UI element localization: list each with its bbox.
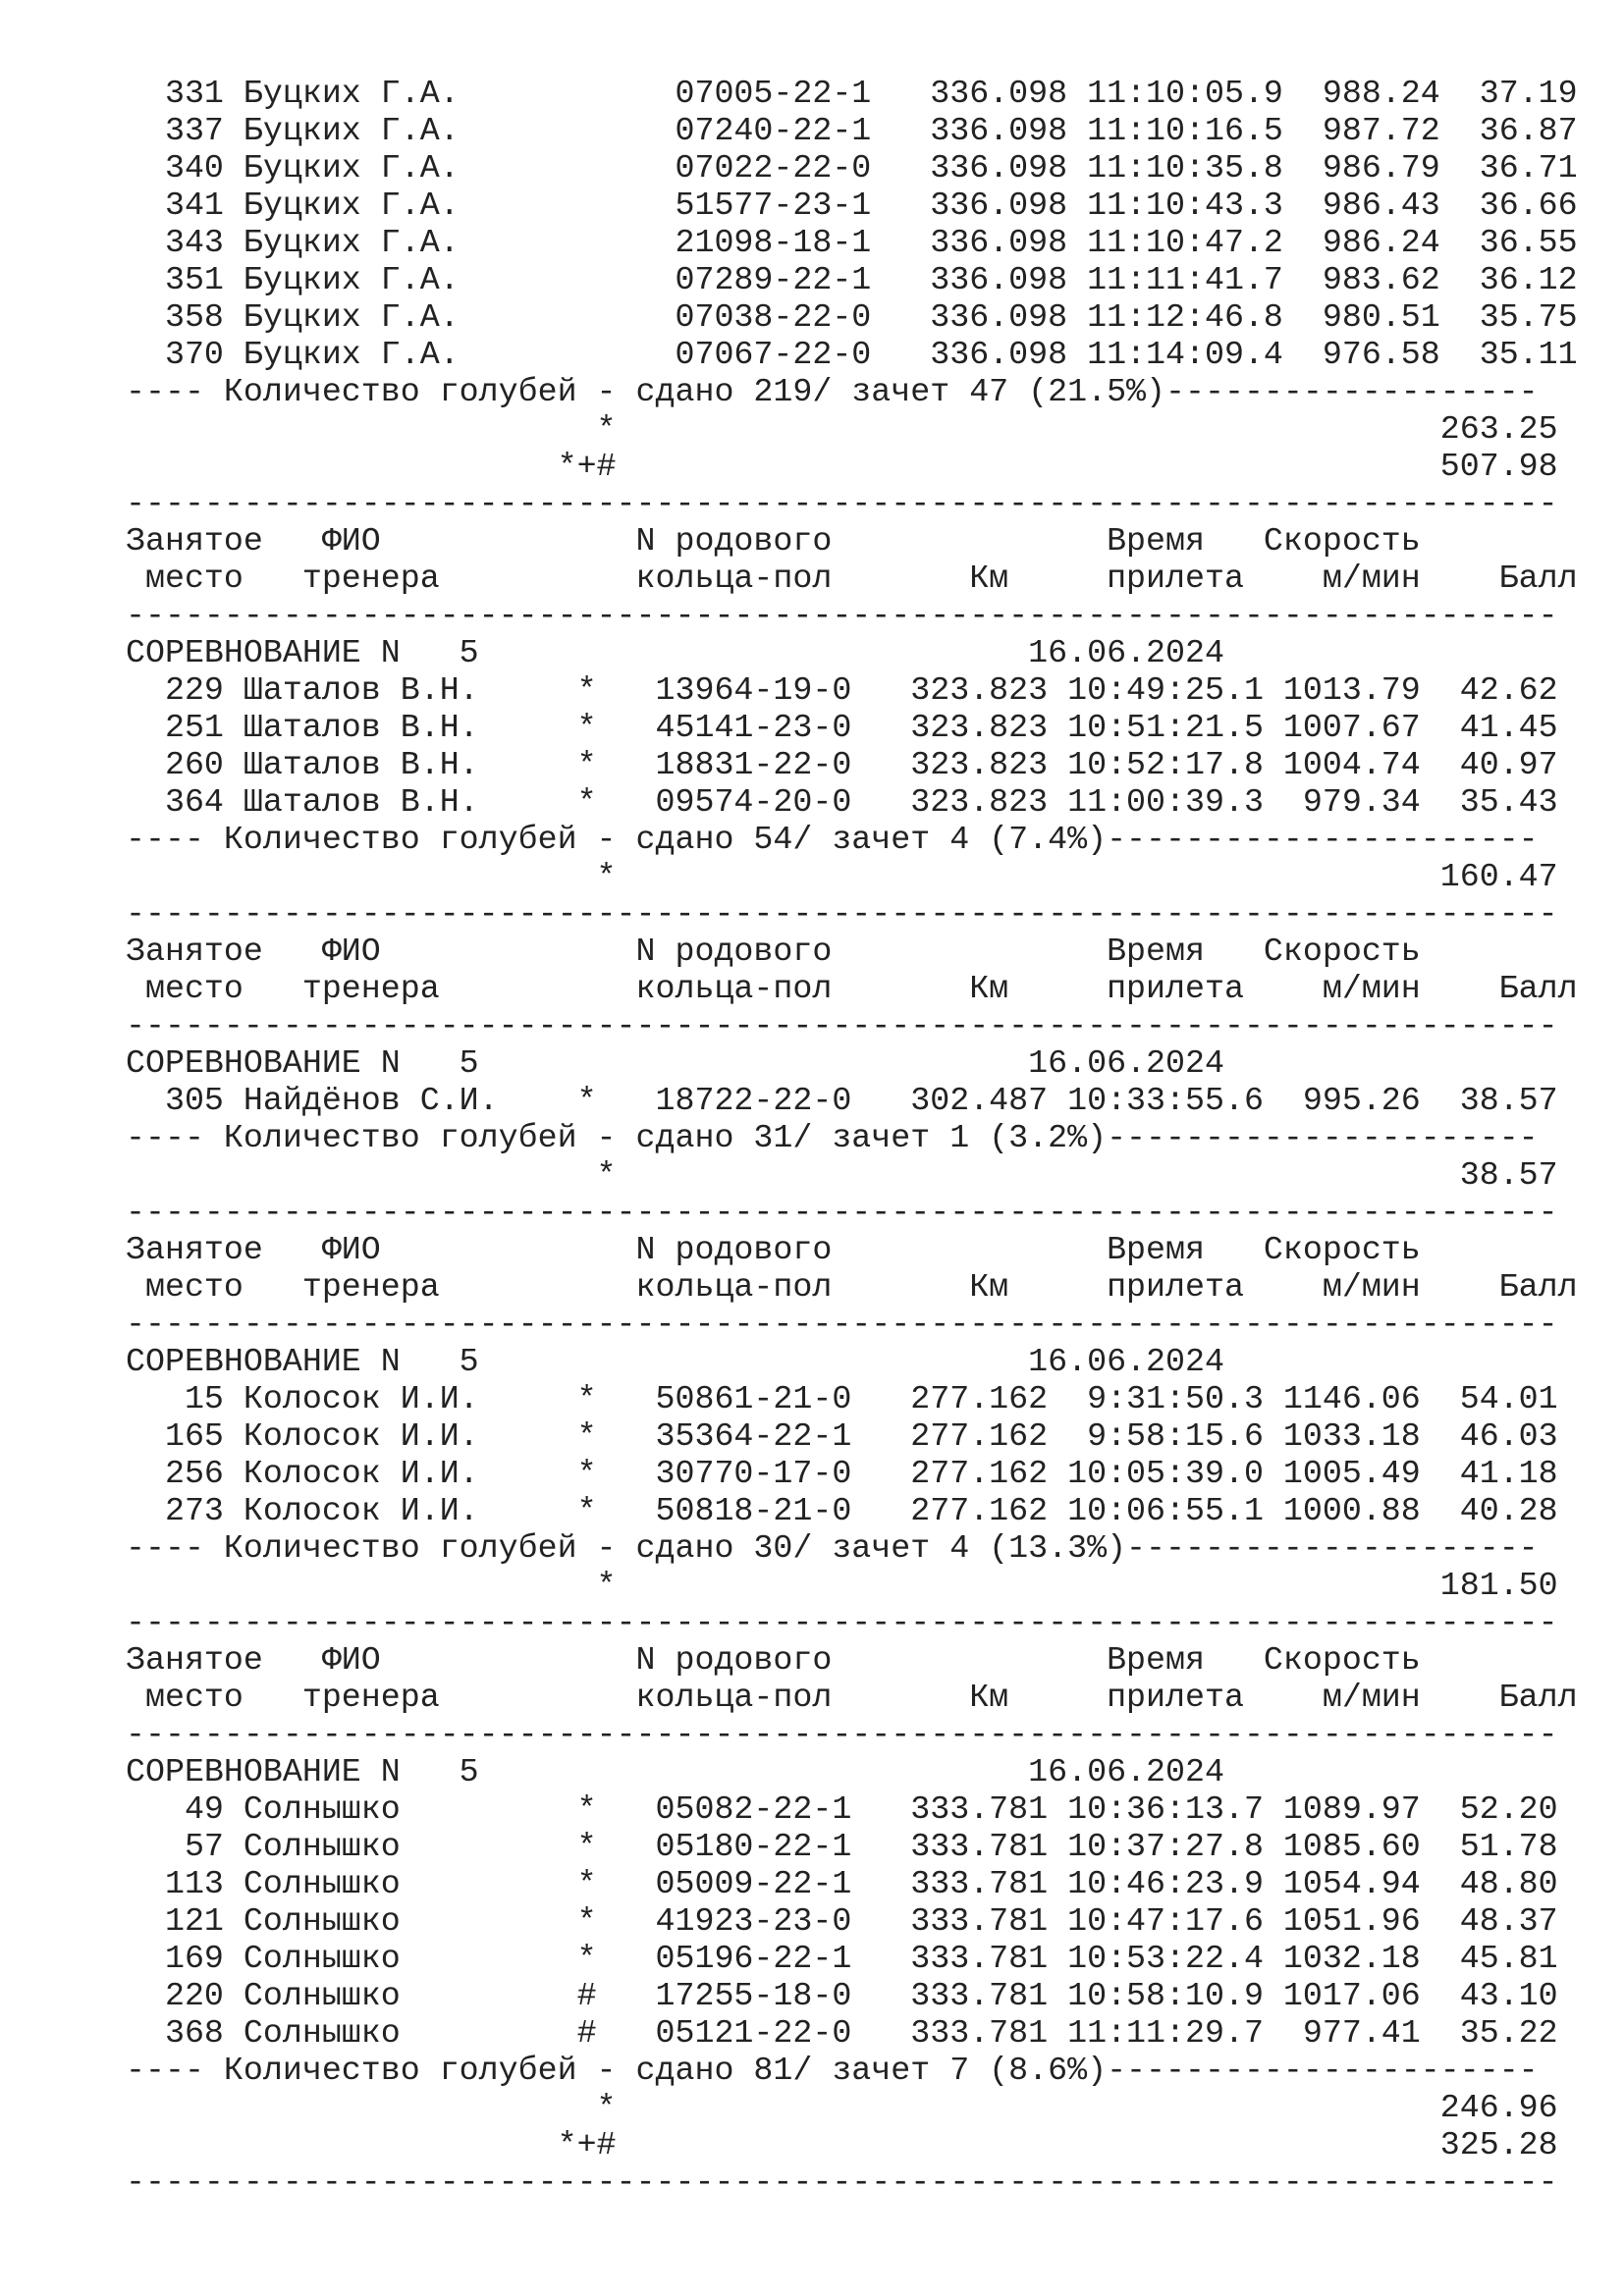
column-header-line: место тренера кольца-пол Км прилета м/мин Балл bbox=[126, 970, 1578, 1007]
result-row: 251 Шаталов В.Н. * 45141-23-0 323.823 10:51:21.5 1007.67 41.45 bbox=[126, 709, 1558, 746]
result-row: 370 Буцких Г.А. 07067-22-0 336.098 11:14:09.4 976.58 35.11 bbox=[126, 336, 1578, 373]
separator-rule: ------------------------------------------------------------------------- bbox=[126, 1194, 1558, 1231]
result-row: 57 Солнышко * 05180-22-1 333.781 10:37:27.8 1085.60 51.78 bbox=[126, 1828, 1558, 1865]
competition-heading: СОРЕВНОВАНИЕ N 5 16.06.2024 bbox=[126, 1753, 1224, 1790]
result-row: 260 Шаталов В.Н. * 18831-22-0 323.823 10:52:17.8 1004.74 40.97 bbox=[126, 746, 1558, 783]
group-total-line: * 181.50 bbox=[126, 1567, 1558, 1604]
column-header-line: Занятое ФИО N родового Время Скорость bbox=[126, 933, 1421, 970]
separator-rule: ------------------------------------------------------------------------- bbox=[126, 485, 1558, 522]
column-header-line: место тренера кольца-пол Км прилета м/мин Балл bbox=[126, 1268, 1578, 1306]
result-row: 351 Буцких Г.А. 07289-22-1 336.098 11:11:41.7 983.62 36.12 bbox=[126, 261, 1578, 298]
separator-rule: ------------------------------------------------------------------------- bbox=[126, 1007, 1558, 1044]
separator-rule: ------------------------------------------------------------------------- bbox=[126, 1306, 1558, 1343]
group-summary-line: ---- Количество голубей - сдано 81/ зачет 7 (8.6%)---------------------- bbox=[126, 2052, 1539, 2089]
result-row: 165 Колосок И.И. * 35364-22-1 277.162 9:58:15.6 1033.18 46.03 bbox=[126, 1417, 1558, 1455]
column-header-line: Занятое ФИО N родового Время Скорость bbox=[126, 1231, 1421, 1268]
results-document bbox=[126, 75, 1578, 2201]
result-row: 15 Колосок И.И. * 50861-21-0 277.162 9:31:50.3 1146.06 54.01 bbox=[126, 1380, 1558, 1417]
separator-rule: ------------------------------------------------------------------------- bbox=[126, 1716, 1558, 1753]
separator-rule: ------------------------------------------------------------------------- bbox=[126, 1604, 1558, 1641]
result-row: 220 Солнышко # 17255-18-0 333.781 10:58:10.9 1017.06 43.10 bbox=[126, 1977, 1558, 2014]
competition-heading: СОРЕВНОВАНИЕ N 5 16.06.2024 bbox=[126, 1044, 1224, 1082]
result-row: 340 Буцких Г.А. 07022-22-0 336.098 11:10:35.8 986.79 36.71 bbox=[126, 149, 1578, 187]
result-row: 358 Буцких Г.А. 07038-22-0 336.098 11:12:46.8 980.51 35.75 bbox=[126, 298, 1578, 336]
result-row: 368 Солнышко # 05121-22-0 333.781 11:11:29.7 977.41 35.22 bbox=[126, 2014, 1558, 2052]
separator-rule: ------------------------------------------------------------------------- bbox=[126, 597, 1558, 634]
competition-heading: СОРЕВНОВАНИЕ N 5 16.06.2024 bbox=[126, 634, 1224, 671]
result-row: 305 Найдёнов С.И. * 18722-22-0 302.487 10:33:55.6 995.26 38.57 bbox=[126, 1082, 1558, 1119]
result-row: 121 Солнышко * 41923-23-0 333.781 10:47:17.6 1051.96 48.37 bbox=[126, 1902, 1558, 1940]
competition-heading: СОРЕВНОВАНИЕ N 5 16.06.2024 bbox=[126, 1343, 1224, 1380]
column-header-line: Занятое ФИО N родового Время Скорость bbox=[126, 1641, 1421, 1679]
result-row: 229 Шаталов В.Н. * 13964-19-0 323.823 10:49:25.1 1013.79 42.62 bbox=[126, 671, 1558, 709]
group-summary-line: ---- Количество голубей - сдано 30/ зачет 4 (13.3%)--------------------- bbox=[126, 1529, 1539, 1567]
column-header-line: место тренера кольца-пол Км прилета м/мин Балл bbox=[126, 560, 1578, 597]
group-summary-line: ---- Количество голубей - сдано 219/ зачет 47 (21.5%)------------------- bbox=[126, 373, 1539, 410]
group-summary-line: ---- Количество голубей - сдано 54/ зачет 4 (7.4%)---------------------- bbox=[126, 821, 1539, 858]
group-total-line: *+# 325.28 bbox=[126, 2126, 1558, 2163]
column-header-line: Занятое ФИО N родового Время Скорость bbox=[126, 522, 1421, 560]
column-header-line: место тренера кольца-пол Км прилета м/мин Балл bbox=[126, 1679, 1578, 1716]
result-row: 337 Буцких Г.А. 07240-22-1 336.098 11:10:16.5 987.72 36.87 bbox=[126, 112, 1578, 149]
result-row: 341 Буцких Г.А. 51577-23-1 336.098 11:10:43.3 986.43 36.66 bbox=[126, 187, 1578, 224]
result-row: 256 Колосок И.И. * 30770-17-0 277.162 10:05:39.0 1005.49 41.18 bbox=[126, 1455, 1558, 1492]
result-row: 343 Буцких Г.А. 21098-18-1 336.098 11:10:47.2 986.24 36.55 bbox=[126, 224, 1578, 261]
result-row: 113 Солнышко * 05009-22-1 333.781 10:46:23.9 1054.94 48.80 bbox=[126, 1865, 1558, 1902]
group-total-line: * 38.57 bbox=[126, 1156, 1558, 1194]
result-row: 273 Колосок И.И. * 50818-21-0 277.162 10:06:55.1 1000.88 40.28 bbox=[126, 1492, 1558, 1529]
group-summary-line: ---- Количество голубей - сдано 31/ зачет 1 (3.2%)---------------------- bbox=[126, 1119, 1539, 1156]
separator-rule: ------------------------------------------------------------------------- bbox=[126, 2163, 1558, 2201]
result-row: 49 Солнышко * 05082-22-1 333.781 10:36:13.7 1089.97 52.20 bbox=[126, 1790, 1558, 1828]
group-total-line: * 263.25 bbox=[126, 410, 1558, 448]
group-total-line: * 246.96 bbox=[126, 2089, 1558, 2126]
group-total-line: *+# 507.98 bbox=[126, 448, 1558, 485]
group-total-line: * 160.47 bbox=[126, 858, 1558, 895]
separator-rule: ------------------------------------------------------------------------- bbox=[126, 895, 1558, 933]
result-row: 331 Буцких Г.А. 07005-22-1 336.098 11:10:05.9 988.24 37.19 bbox=[126, 75, 1578, 112]
result-row: 169 Солнышко * 05196-22-1 333.781 10:53:22.4 1032.18 45.81 bbox=[126, 1940, 1558, 1977]
result-row: 364 Шаталов В.Н. * 09574-20-0 323.823 11:00:39.3 979.34 35.43 bbox=[126, 783, 1558, 821]
